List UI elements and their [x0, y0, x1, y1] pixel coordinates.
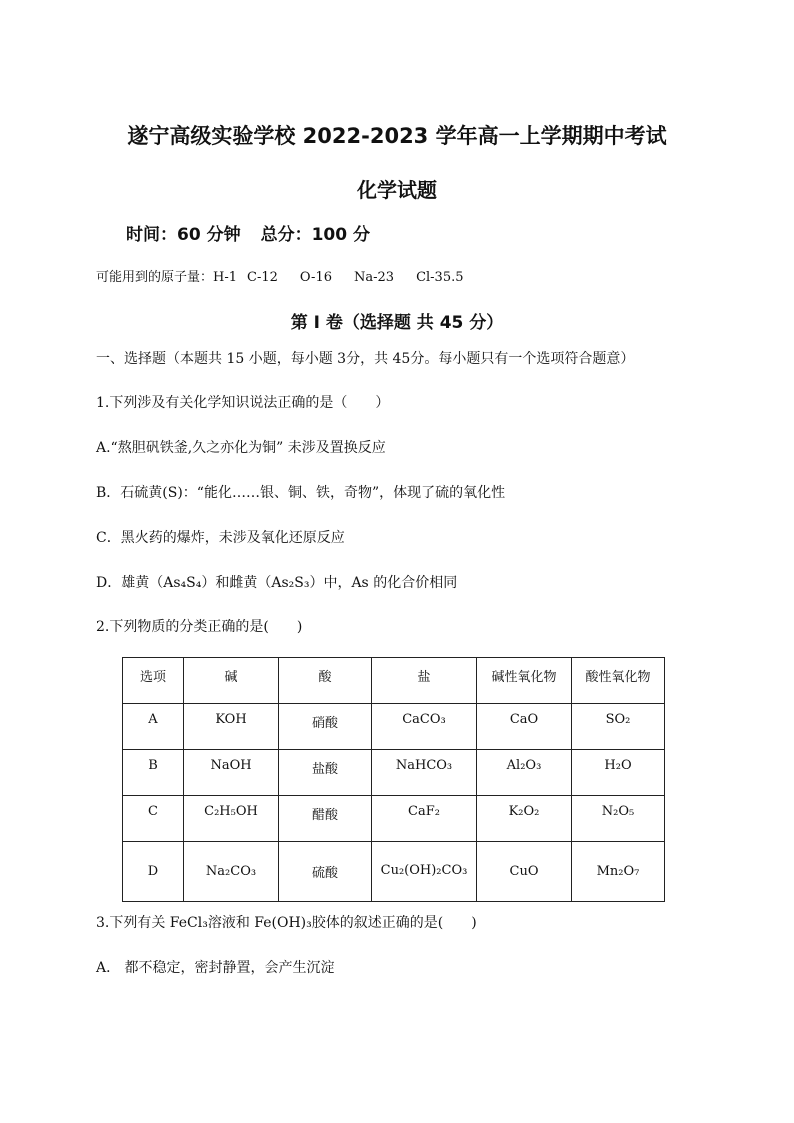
atomic-mass-item: O-16	[299, 270, 332, 285]
exam-title: 遂宁高级实验学校 2022-2023 学年高一上学期期中考试	[127, 124, 667, 148]
atomic-masses	[96, 266, 464, 285]
table-header-cell: 酸	[279, 658, 372, 704]
subject-title: 化学试题	[357, 178, 437, 202]
table-cell: H₂O	[572, 750, 665, 796]
table-cell: 硝酸	[279, 704, 372, 750]
table-cell: C₂H₅OH	[184, 796, 279, 842]
section-instructions: 一、选择题（本题共 15 小题，每小题 3分，共 45分。每小题只有一个选项符合题意）	[96, 351, 635, 367]
table-header-cell: 碱	[184, 658, 279, 704]
exam-total-score: 总分：100 分	[260, 225, 370, 245]
question-3-stem: 3.下列有关 FeCl₃溶液和 Fe(OH)₃胶体的叙述正确的是( )	[96, 915, 477, 931]
table-header-cell: 盐	[372, 658, 477, 704]
atomic-mass-item: Na-23	[354, 270, 395, 285]
table-header-row	[123, 658, 665, 704]
atomic-mass-item: Cl-35.5	[416, 270, 464, 285]
table-cell: 盐酸	[279, 750, 372, 796]
table-row	[123, 842, 665, 902]
question-3-option-a: A． 都不稳定，密封静置，会产生沉淀	[96, 960, 335, 976]
table-cell: 硫酸	[279, 842, 372, 902]
table-cell: NaOH	[184, 750, 279, 796]
table-cell: B	[123, 750, 184, 796]
atomic-mass-item: H-1	[213, 270, 238, 285]
table-cell: A	[123, 704, 184, 750]
table-cell: SO₂	[572, 704, 665, 750]
table-cell: CaCO₃	[372, 704, 477, 750]
table-cell: KOH	[184, 704, 279, 750]
table-cell: D	[123, 842, 184, 902]
question-1-option-b: B．石硫黄(S)：“能化……银、铜、铁，奇物”，体现了硫的氧化性	[96, 485, 506, 501]
table-cell: Al₂O₃	[477, 750, 572, 796]
table-header-cell: 碱性氧化物	[477, 658, 572, 704]
table-row	[123, 796, 665, 842]
classification-table	[122, 657, 665, 902]
table-cell: Mn₂O₇	[572, 842, 665, 902]
table-header-cell: 选项	[123, 658, 184, 704]
table-cell: CaF₂	[372, 796, 477, 842]
table-cell: CuO	[477, 842, 572, 902]
exam-time: 时间：60 分钟	[126, 225, 241, 245]
section-title: 第 I 卷（选择题 共 45 分）	[290, 313, 504, 333]
table-cell: C	[123, 796, 184, 842]
question-2-stem: 2.下列物质的分类正确的是( )	[96, 619, 303, 635]
table-cell: 醋酸	[279, 796, 372, 842]
table-cell: N₂O₅	[572, 796, 665, 842]
table-cell: Na₂CO₃	[184, 842, 279, 902]
question-1-option-c: C．黑火药的爆炸，未涉及氧化还原反应	[96, 530, 345, 546]
atomic-mass-item: C-12	[247, 270, 278, 285]
table-cell: CaO	[477, 704, 572, 750]
exam-info	[126, 220, 370, 245]
question-1-option-a: A.“熬胆矾铁釜,久之亦化为铜” 未涉及置换反应	[96, 440, 386, 456]
table-cell: K₂O₂	[477, 796, 572, 842]
question-1-option-d: D．雄黄（As₄S₄）和雌黄（As₂S₃）中，As 的化合价相同	[96, 575, 458, 591]
question-1-stem: 1.下列涉及有关化学知识说法正确的是（ ）	[96, 395, 390, 411]
table-cell: Cu₂(OH)₂CO₃	[372, 842, 477, 902]
table-cell: NaHCO₃	[372, 750, 477, 796]
table-row	[123, 704, 665, 750]
table-row	[123, 750, 665, 796]
table-header-cell: 酸性氧化物	[572, 658, 665, 704]
atomic-masses-label: 可能用到的原子量：	[96, 270, 214, 285]
